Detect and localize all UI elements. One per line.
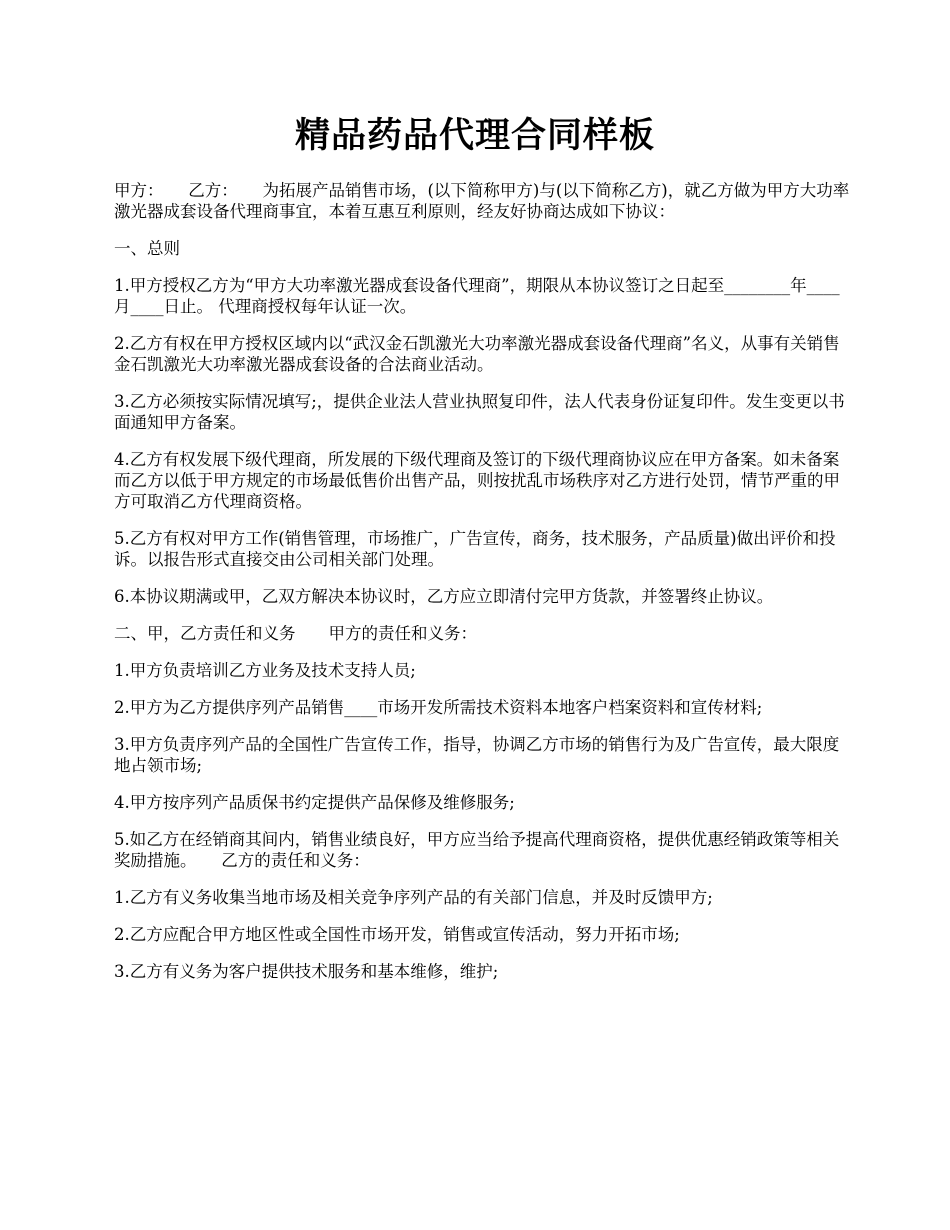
clause-general-1: 1.甲方授权乙方为“甲方大功率激光器成套设备代理商”，期限从本协议签订之日起至________年____月____日止。 代理商授权每年认证一次。	[114, 276, 840, 316]
document-body	[114, 180, 850, 998]
document-title: 精品药品代理合同样板	[294, 115, 655, 156]
clause-general-5: 5.乙方有权对甲方工作(销售管理，市场推广，广告宣传，商务，技术服务，产品质量)做出评价和投诉。以报告形式直接交由公司相关部门处理。	[114, 529, 836, 569]
clause-general-2: 2.乙方有权在甲方授权区域内以“武汉金石凯激光大功率激光器成套设备代理商”名义，从事有关销售金石凯激光大功率激光器成套设备的合法商业活动。	[114, 334, 840, 374]
clause-general-3: 3.乙方必须按实际情况填写;，提供企业法人营业执照复印件，法人代表身份证复印件。发生变更以书面通知甲方备案。	[114, 392, 845, 432]
clause-party-a-4: 4.甲方按序列产品质保书约定提供产品保修及维修服务;	[114, 793, 515, 812]
clause-party-a-5: 5.如乙方在经销商其间内，销售业绩良好，甲方应当给予提高代理商资格，提供优惠经销政策等相关奖励措施。 乙方的责任和义务：	[114, 830, 840, 870]
clause-party-a-1: 1.甲方负责培训乙方业务及技术支持人员;	[114, 661, 416, 680]
section-heading-general: 一、总则	[114, 239, 180, 258]
clause-general-6: 6.本协议期满或甲，乙双方解决本协议时，乙方应立即清付完甲方货款，并签署终止协议。	[114, 587, 774, 606]
section-heading-responsibilities: 二、甲，乙方责任和义务 甲方的责任和义务：	[114, 624, 477, 643]
intro-paragraph: 甲方： 乙方： 为拓展产品销售市场，(以下简称甲方)与(以下简称乙方)，就乙方做为甲方大功率激光器成套设备代理商事宜，本着互惠互利原则，经友好协商达成如下协议：	[114, 181, 850, 221]
clause-party-b-3: 3.乙方有义务为客户提供技术服务和基本维修，维护;	[114, 962, 499, 981]
clause-party-b-1: 1.乙方有义务收集当地市场及相关竞争序列产品的有关部门信息，并及时反馈甲方;	[114, 888, 713, 907]
clause-party-a-2: 2.甲方为乙方提供序列产品销售____市场开发所需技术资料本地客户档案资料和宣传材料;	[114, 698, 763, 717]
clause-party-b-2: 2.乙方应配合甲方地区性或全国性市场开发，销售或宣传活动，努力开拓市场;	[114, 925, 680, 944]
clause-party-a-3: 3.甲方负责序列产品的全国性广告宣传工作，指导，协调乙方市场的销售行为及广告宣传，最大限度地占领市场;	[114, 735, 840, 775]
clause-general-4: 4.乙方有权发展下级代理商，所发展的下级代理商及签订的下级代理商协议应在甲方备案。如未备案而乙方以低于甲方规定的市场最低售价出售产品，则按扰乱市场秩序对乙方进行处罚，情节严重的甲方可取消乙方代理商资格。	[114, 450, 840, 511]
